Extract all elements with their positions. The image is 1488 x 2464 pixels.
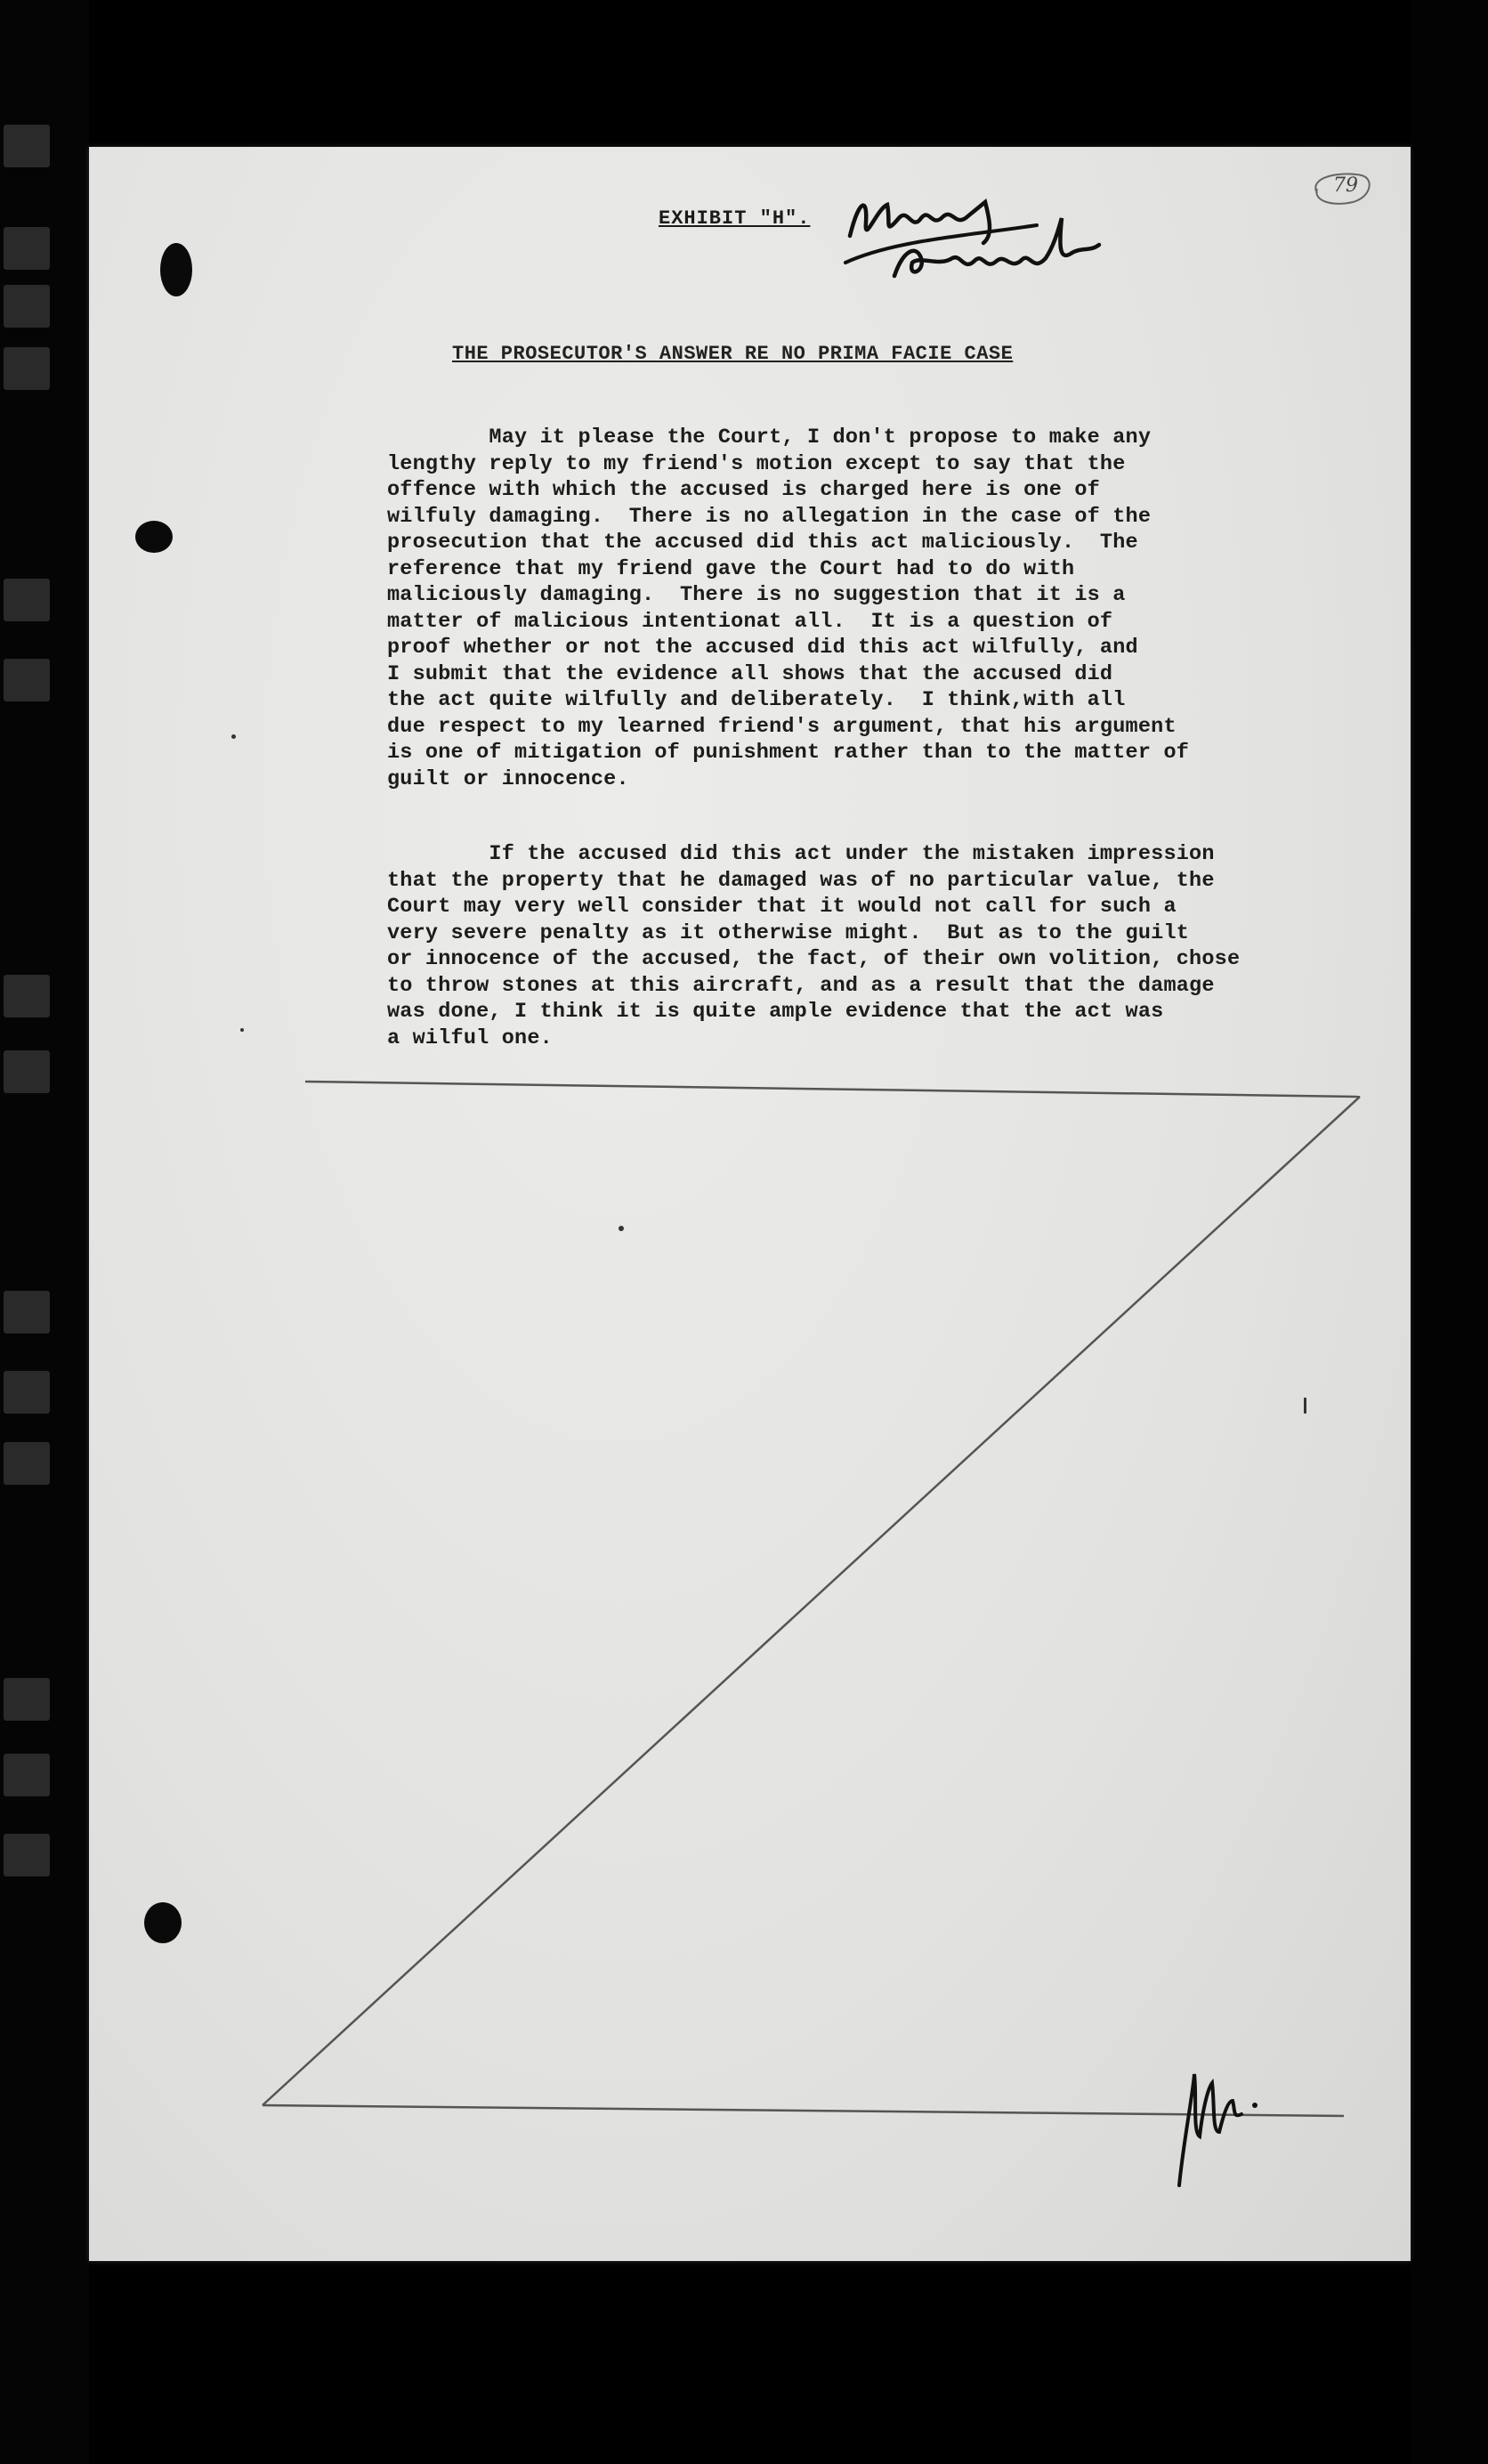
cancel-line-bottom [263, 2105, 1344, 2116]
film-perforation [4, 1442, 50, 1485]
film-strip-edge [0, 0, 89, 2464]
film-perforation [4, 579, 50, 621]
document-heading: THE PROSECUTOR'S ANSWER RE NO PRIMA FACIE CASE [452, 343, 1014, 365]
film-perforation [4, 125, 50, 167]
cancel-line-top [305, 1082, 1360, 1097]
page-number: 79 [1333, 174, 1358, 197]
film-perforation [4, 1371, 50, 1414]
cancellation-z-mark [89, 147, 1411, 2261]
film-perforation [4, 285, 50, 328]
film-perforation [4, 227, 50, 270]
film-perforation [4, 975, 50, 1017]
film-perforation [4, 1834, 50, 1876]
film-perforation [4, 1291, 50, 1333]
initials-signature [1179, 2074, 1258, 2185]
paragraph-2: If the accused did this act under the mistaken impression that the property that he damaged was of no particular value, the Court may very well consider that it would not call for such a very severe penalty as it otherwise might. But as to the guilt or innocence of the accused, the fact, of their own volition, chose to throw stones at this aircraft, and as a result that the damage was done, I think it is quite ample evidence that the act was a wilful one. [387, 842, 1241, 1050]
film-strip-edge-right [1411, 0, 1488, 2464]
paragraph-1: May it please the Court, I don't propose to make any lengthy reply to my friend's motion except to say that the offence with which the accused is charged here is one of wilfuly damaging. There is no allegation in the case of the prosecution that the accused did this act maliciously. The reference that my friend gave the Court had to do with maliciously damaging. There is no suggestion that it is a matter of malicious intentionat all. It is a question of proof whether or not the accused did this act wilfully, and I submit that the evidence all shows that the accused did the act quite wilfully and deliberately. I think,with all due respect to my learned friend's argument, that his argument is one of mitigation of punishment rather than to the matter of guilt or innocence. [387, 426, 1190, 791]
film-perforation [4, 1678, 50, 1721]
exhibit-title: EXHIBIT "H". [659, 207, 811, 230]
film-perforation [4, 347, 50, 390]
document-page [89, 147, 1411, 2261]
film-perforation [4, 1050, 50, 1093]
cancel-line-diagonal [263, 1097, 1360, 2105]
film-perforation [4, 659, 50, 701]
film-perforation [4, 1754, 50, 1796]
